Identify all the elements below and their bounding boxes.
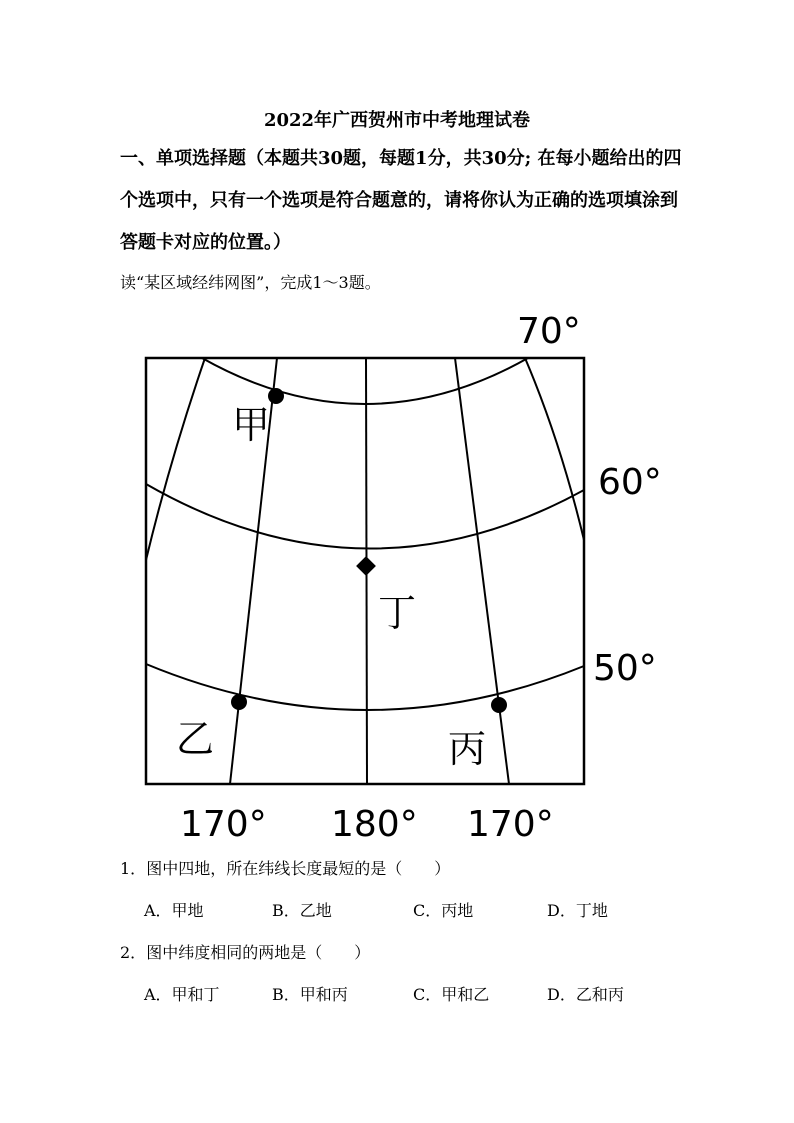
lat-label: 50°: [593, 648, 657, 689]
question-number: 1．: [120, 859, 147, 878]
option-b[interactable]: B．甲和丙: [272, 985, 348, 1004]
option-a[interactable]: A．甲和丁: [144, 985, 220, 1004]
map-intro-text: 读“某区域经纬网图”，完成1～3题。: [120, 273, 381, 292]
option-a[interactable]: A．甲地: [144, 901, 204, 920]
point-jia-dot: [268, 388, 284, 404]
option-d[interactable]: D．丁地: [547, 901, 608, 920]
section-heading: 一、单项选择题（本题共30题，每题1分，共30分; 在每小题给出的四个选项中，只有一个选项是符合题意的，请将你认为正确的选项填涂到答题卡对应的位置。）: [120, 148, 682, 253]
meridian-line: [146, 358, 205, 560]
question-1: [120, 856, 450, 879]
option-c[interactable]: C．甲和乙: [413, 985, 490, 1004]
graticule-map: [140, 306, 700, 852]
option-d[interactable]: D．乙和丙: [547, 985, 624, 1004]
question-text: 图中四地，所在纬线长度最短的是（ ）: [146, 859, 451, 878]
lat-label: 60°: [598, 462, 662, 503]
exam-title: 2022年广西贺州市中考地理试卷: [263, 110, 531, 131]
parallel-line: [202, 358, 528, 404]
parallel-line: [146, 664, 584, 710]
point-ding-dot: [356, 556, 376, 576]
meridian-line: [525, 358, 584, 540]
point-bing-dot: [491, 697, 507, 713]
lon-label: 170°: [180, 804, 267, 845]
lon-label: 180°: [331, 804, 418, 845]
meridian-line: [455, 358, 509, 784]
lat-label: 70°: [517, 311, 581, 352]
parallel-line: [146, 484, 584, 549]
question-number: 2．: [120, 943, 147, 962]
point-label-yi: 乙: [176, 717, 215, 761]
question-text: 图中纬度相同的两地是（ ）: [146, 943, 371, 962]
point-yi-dot: [231, 694, 247, 710]
option-c[interactable]: C．丙地: [413, 901, 474, 920]
option-b[interactable]: B．乙地: [272, 901, 332, 920]
point-label-jia: 甲: [232, 403, 271, 447]
point-label-ding: 丁: [378, 591, 417, 635]
point-label-bing: 丙: [448, 727, 487, 771]
lon-label: 170°: [467, 804, 554, 845]
question-2: [120, 940, 370, 963]
